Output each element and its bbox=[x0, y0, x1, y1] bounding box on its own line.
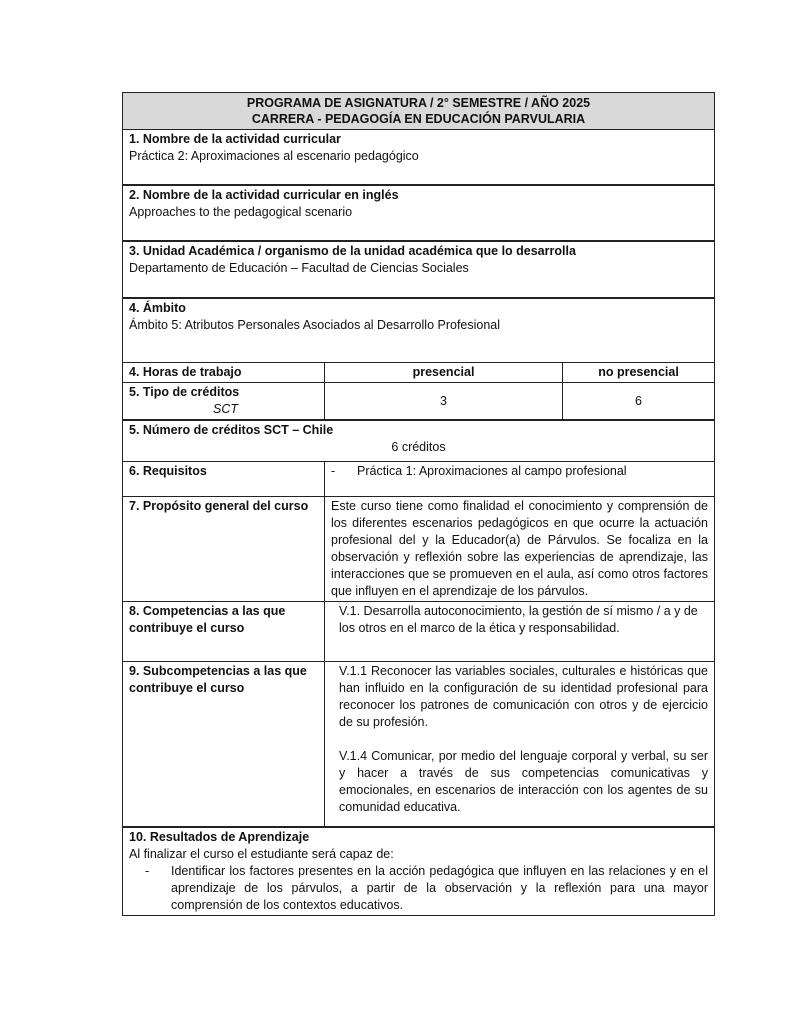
section-4-label: 4. Ámbito bbox=[129, 301, 186, 315]
subcompetencies-label: 9. Subcompetencias a las que contribuye el curso bbox=[123, 662, 325, 828]
credits-presencial-value: 3 bbox=[325, 383, 563, 421]
purpose-label: 7. Propósito general del curso bbox=[123, 497, 325, 602]
requirements-value-cell bbox=[325, 462, 715, 497]
subcompetency-spacer bbox=[339, 731, 708, 748]
section-1-value: Práctica 2: Aproximaciones al escenario pedagógico bbox=[129, 149, 419, 163]
requirements-row bbox=[123, 462, 715, 497]
header-career: CARRERA - PEDAGOGÍA EN EDUCACIÓN PARVULARIA bbox=[251, 112, 586, 126]
credits-type-row bbox=[123, 383, 715, 421]
outcome-text: Identificar los factores presentes en la acción pedagógica que influyen en las relaciones y en el aprendizaje de los párvulos, a partir de la observación y la reflexión para una mayor comprensión de los contextos educativos. bbox=[171, 864, 708, 912]
section-1-label: 1. Nombre de la actividad curricular bbox=[129, 132, 341, 146]
credits-number-value: 6 créditos bbox=[391, 440, 446, 454]
hours-presencial-header: presencial bbox=[325, 363, 563, 383]
hours-label: 4. Horas de trabajo bbox=[123, 363, 325, 383]
section-2-label: 2. Nombre de la actividad curricular en inglés bbox=[129, 188, 399, 202]
outcomes-label: 10. Resultados de Aprendizaje bbox=[129, 830, 310, 844]
header-title: PROGRAMA DE ASIGNATURA / 2° SEMESTRE / AÑO 2025 bbox=[246, 96, 591, 110]
section-3-value: Departamento de Educación – Facultad de Ciencias Sociales bbox=[129, 261, 469, 275]
outcomes-row bbox=[123, 827, 715, 916]
competencies-label: 8. Competencias a las que contribuye el curso bbox=[123, 602, 325, 662]
credits-number bbox=[123, 420, 715, 462]
section-1-row bbox=[123, 130, 715, 186]
outcomes-cell bbox=[123, 827, 715, 916]
hours-no-presencial-header: no presencial bbox=[563, 363, 715, 383]
credits-type-sub: SCT bbox=[213, 402, 238, 416]
requirements-value: Práctica 1: Aproximaciones al campo profesional bbox=[357, 464, 627, 478]
outcomes-intro: Al finalizar el curso el estudiante será capaz de: bbox=[129, 847, 394, 861]
requirements-item bbox=[331, 463, 708, 480]
section-2 bbox=[123, 185, 715, 241]
credits-type-label: 5. Tipo de créditos bbox=[129, 385, 240, 399]
subcompetencies-cell bbox=[325, 662, 715, 828]
competencies-row bbox=[123, 602, 715, 662]
section-4-row bbox=[123, 298, 715, 363]
section-2-value: Approaches to the pedagogical scenario bbox=[129, 205, 353, 219]
outcome-dash: - bbox=[145, 864, 150, 878]
outcome-item bbox=[129, 863, 708, 914]
program-header bbox=[123, 93, 715, 130]
subcompetencies-row bbox=[123, 662, 715, 828]
competencies-value: V.1. Desarrolla autoconocimiento, la gestión de sí mismo / a y de los otros en el marco de la ética y responsabilidad. bbox=[325, 602, 715, 662]
purpose-value: Este curso tiene como finalidad el conocimiento y comprensión de los diferentes escenarios pedagógicos en que ocurre la actuación profesional del y la Educador(a) de Párvulos. Se focaliza en la observación y reflexión sobre las experiencias de aprendizaje, las interacciones que se promueven en el aula, así como otros factores que influyen en el aprendizaje de los párvulos. bbox=[325, 497, 715, 602]
subcompetency-item: V.1.1 Reconocer las variables sociales, culturales e históricas que han influido en la configuración de su identidad profesional para reconocer los patrones de comunicación con otros y de ejercicio de su profesión. bbox=[339, 664, 708, 729]
section-4 bbox=[123, 298, 715, 363]
section-3 bbox=[123, 241, 715, 298]
credits-no-presencial-value: 6 bbox=[563, 383, 715, 421]
credits-number-label: 5. Número de créditos SCT – Chile bbox=[129, 423, 334, 437]
section-4-value: Ámbito 5: Atributos Personales Asociados al Desarrollo Profesional bbox=[129, 318, 501, 332]
section-3-row bbox=[123, 241, 715, 298]
program-table bbox=[122, 92, 715, 916]
credits-type-cell bbox=[123, 383, 325, 421]
purpose-row bbox=[123, 497, 715, 602]
requirements-label: 6. Requisitos bbox=[123, 462, 325, 497]
subcompetency-item: V.1.4 Comunicar, por medio del lenguaje corporal y verbal, su ser y hacer a través de sus competencias comunicativas y emocionales, en escenarios de interacción con los agentes de su comunidad educativa. bbox=[339, 749, 708, 814]
requirements-dash: - bbox=[331, 464, 336, 478]
credits-number-row bbox=[123, 420, 715, 462]
section-3-label: 3. Unidad Académica / organismo de la unidad académica que lo desarrolla bbox=[129, 244, 576, 258]
hours-row bbox=[123, 363, 715, 383]
section-2-row bbox=[123, 185, 715, 241]
program-document bbox=[122, 92, 714, 916]
header-row bbox=[123, 93, 715, 130]
section-1 bbox=[123, 130, 715, 186]
